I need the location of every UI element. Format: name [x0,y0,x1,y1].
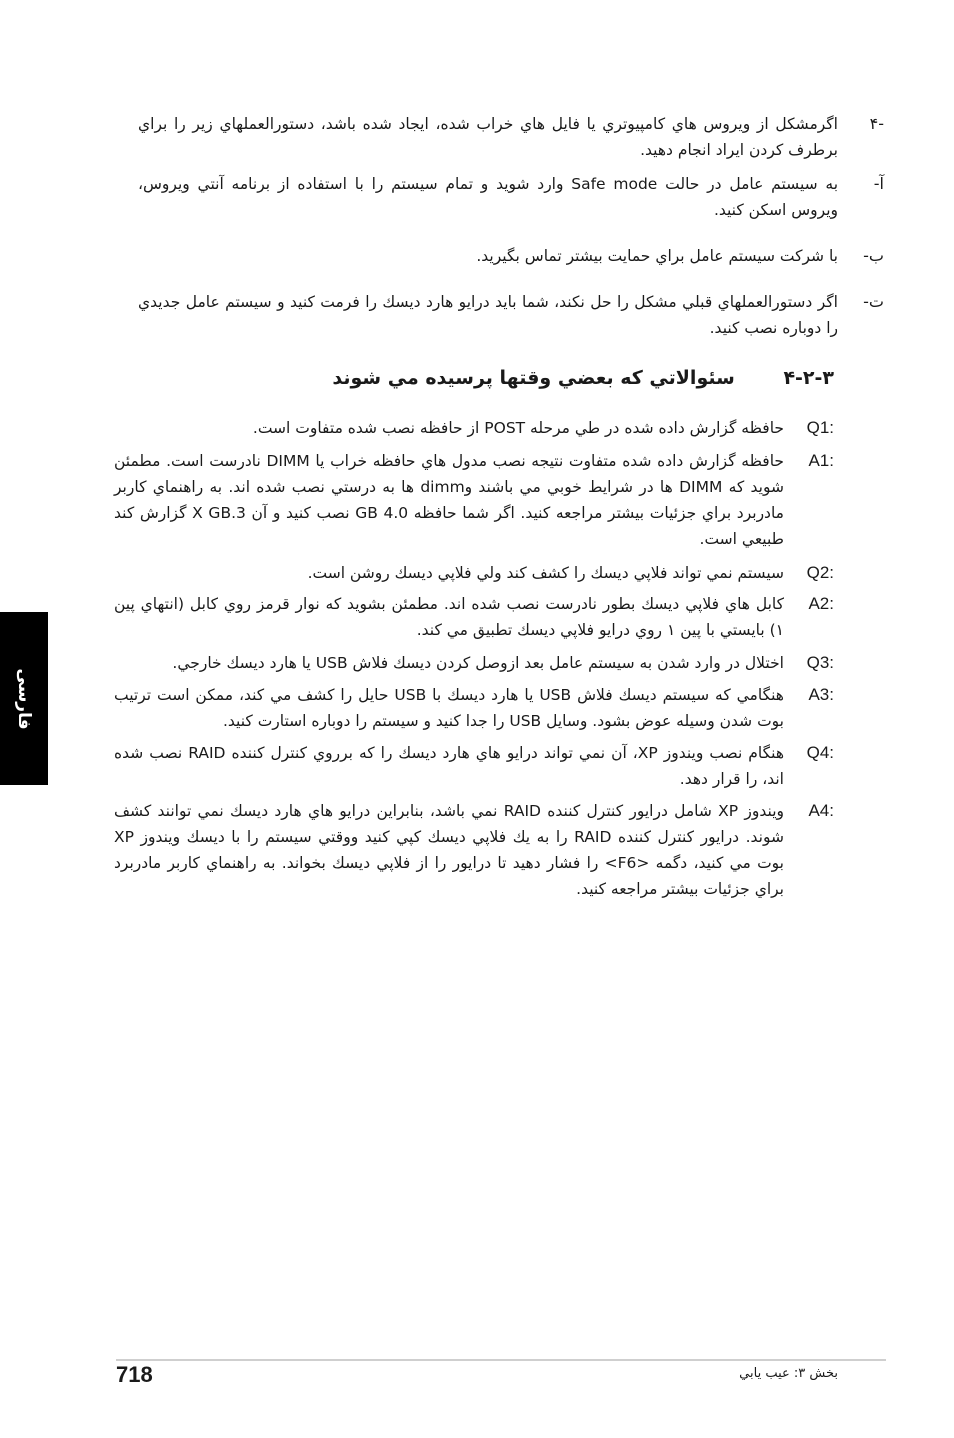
qa-item [114,682,834,734]
list-marker: ب- [863,246,884,265]
qa-item [114,591,834,643]
list-text: اگرمشكل از ويروس هاي كامپيوتري يا فايل هاي خراب شده، ايجاد شده باشد، دستورالعملهاي زير را براي برطرف كردن ايراد انجام دهيد. [138,115,838,159]
list-text: به سيستم عامل در حالت Safe mode وارد شويد و تمام سيستم را با استفاده از برنامه آنتي ويروس، ويروس اسكن كنيد. [138,175,839,219]
qa-text: ويندوز XP شامل درايور كنترل كننده RAID نمي باشد، بنابراين درايو هاي هارد ديسك نمي توانند كشف شوند. درايور كنترل كننده RAID را به يك فلاپي ديسك كپي كنيد ووقتي سيستم را با ديسك ويندوز XP بوت مي كنيد، دگمه <F6> را فشار دهيد تا درايور را از فلاپي ديسك بخواند. به راهنماي كاربر مادربرد براي جزئيات بيشتر مراجعه كنيد. [114,802,784,898]
qa-item [114,448,834,552]
qa-text: هنگام نصب ويندوز XP، آن نمي تواند درايو هاي هارد ديسك را كه برروي كنترل كننده RAID نصب شده اند، را قرار دهد. [114,744,785,788]
list-marker: آ- [873,174,884,193]
qa-label: Q4: [806,743,834,762]
list-text: با شركت سيستم عامل براي حمايت بيشتر تماس بگيريد. [476,247,838,265]
section-number: ۴-۲-۳ [783,367,834,389]
language-tab-label: فارسی [14,667,34,730]
page-number: 718 [116,1362,153,1387]
qa-item [114,560,834,586]
qa-label: A2: [808,594,834,613]
list-item [138,171,884,223]
section-heading [274,364,834,392]
footer-chapter: بخش ۳: عيب يابي [739,1366,838,1381]
qa-label: Q3: [806,653,834,672]
qa-label: A1: [808,451,834,470]
qa-label: A4: [808,801,834,820]
qa-item [114,798,834,902]
qa-text: كابل هاي فلاپي ديسك بطور نادرست نصب شده اند. مطمئن بشويد كه نوار قرمز روي كابل (انتهاي پين ۱) بايستي با پين ۱ روي درايو فلاپي ديسك تطبيق مي كند. [114,595,784,639]
qa-text: هنگامي كه سيستم ديسك فلاش USB يا هارد ديسك با USB حايل را كشف مي كند، ممكن است ترتيب بوت شدن وسيله عوض بشود. وسايل USB را جدا كنيد و سيستم را دوباره استارت كنيد. [114,686,784,730]
qa-text: حافظه گزارش داده شده متفاوت نتيجه نصب مدول هاي حافظه خراب يا DIMM نادرست است. مطمئن شويد كه DIMM ها در شرايط خوبي مي باشند وdimm ها به درستي نصب شده اند. به راهنماي كاربر مادربرد براي جزئيات بيشتر مراجعه كنيد. اگر شما حافظه 4.0 GB نصب كنيد و آن 3.X GB گزارش كند طبيعي است. [114,452,784,548]
list-marker: -۴ [869,114,884,133]
list-text: اگر دستورالعملهاي قبلي مشكل را حل نكند، شما بايد درايو هارد ديسك را فرمت كنيد و سيستم عامل جديدي را دوباره نصب كنيد. [138,293,838,337]
list-item [138,243,884,269]
section-title: سئوالاتي كه بعضي وقتها پرسيده مي شوند [332,367,735,389]
qa-item [114,650,834,676]
qa-label: A3: [808,685,834,704]
qa-item [114,740,834,792]
list-item [138,111,884,163]
qa-item [114,415,834,441]
qa-text: اختلال در وارد شدن به سيستم عامل بعد ازوصل كردن ديسك فلاش USB يا هارد ديسك خارجي. [172,654,784,672]
qa-label: Q2: [806,563,834,582]
qa-label: Q1: [806,418,834,437]
list-item [138,289,884,341]
footer-divider [116,1359,886,1361]
list-marker: ت- [863,292,884,311]
language-tab [0,612,48,785]
qa-text: حافظه گزارش داده شده در طي مرحله POST از حافظه نصب شده متفاوت است. [252,419,784,437]
qa-text: سيستم نمي تواند فلاپي ديسك را كشف كند ولي فلاپي ديسك روشن است. [307,564,784,582]
